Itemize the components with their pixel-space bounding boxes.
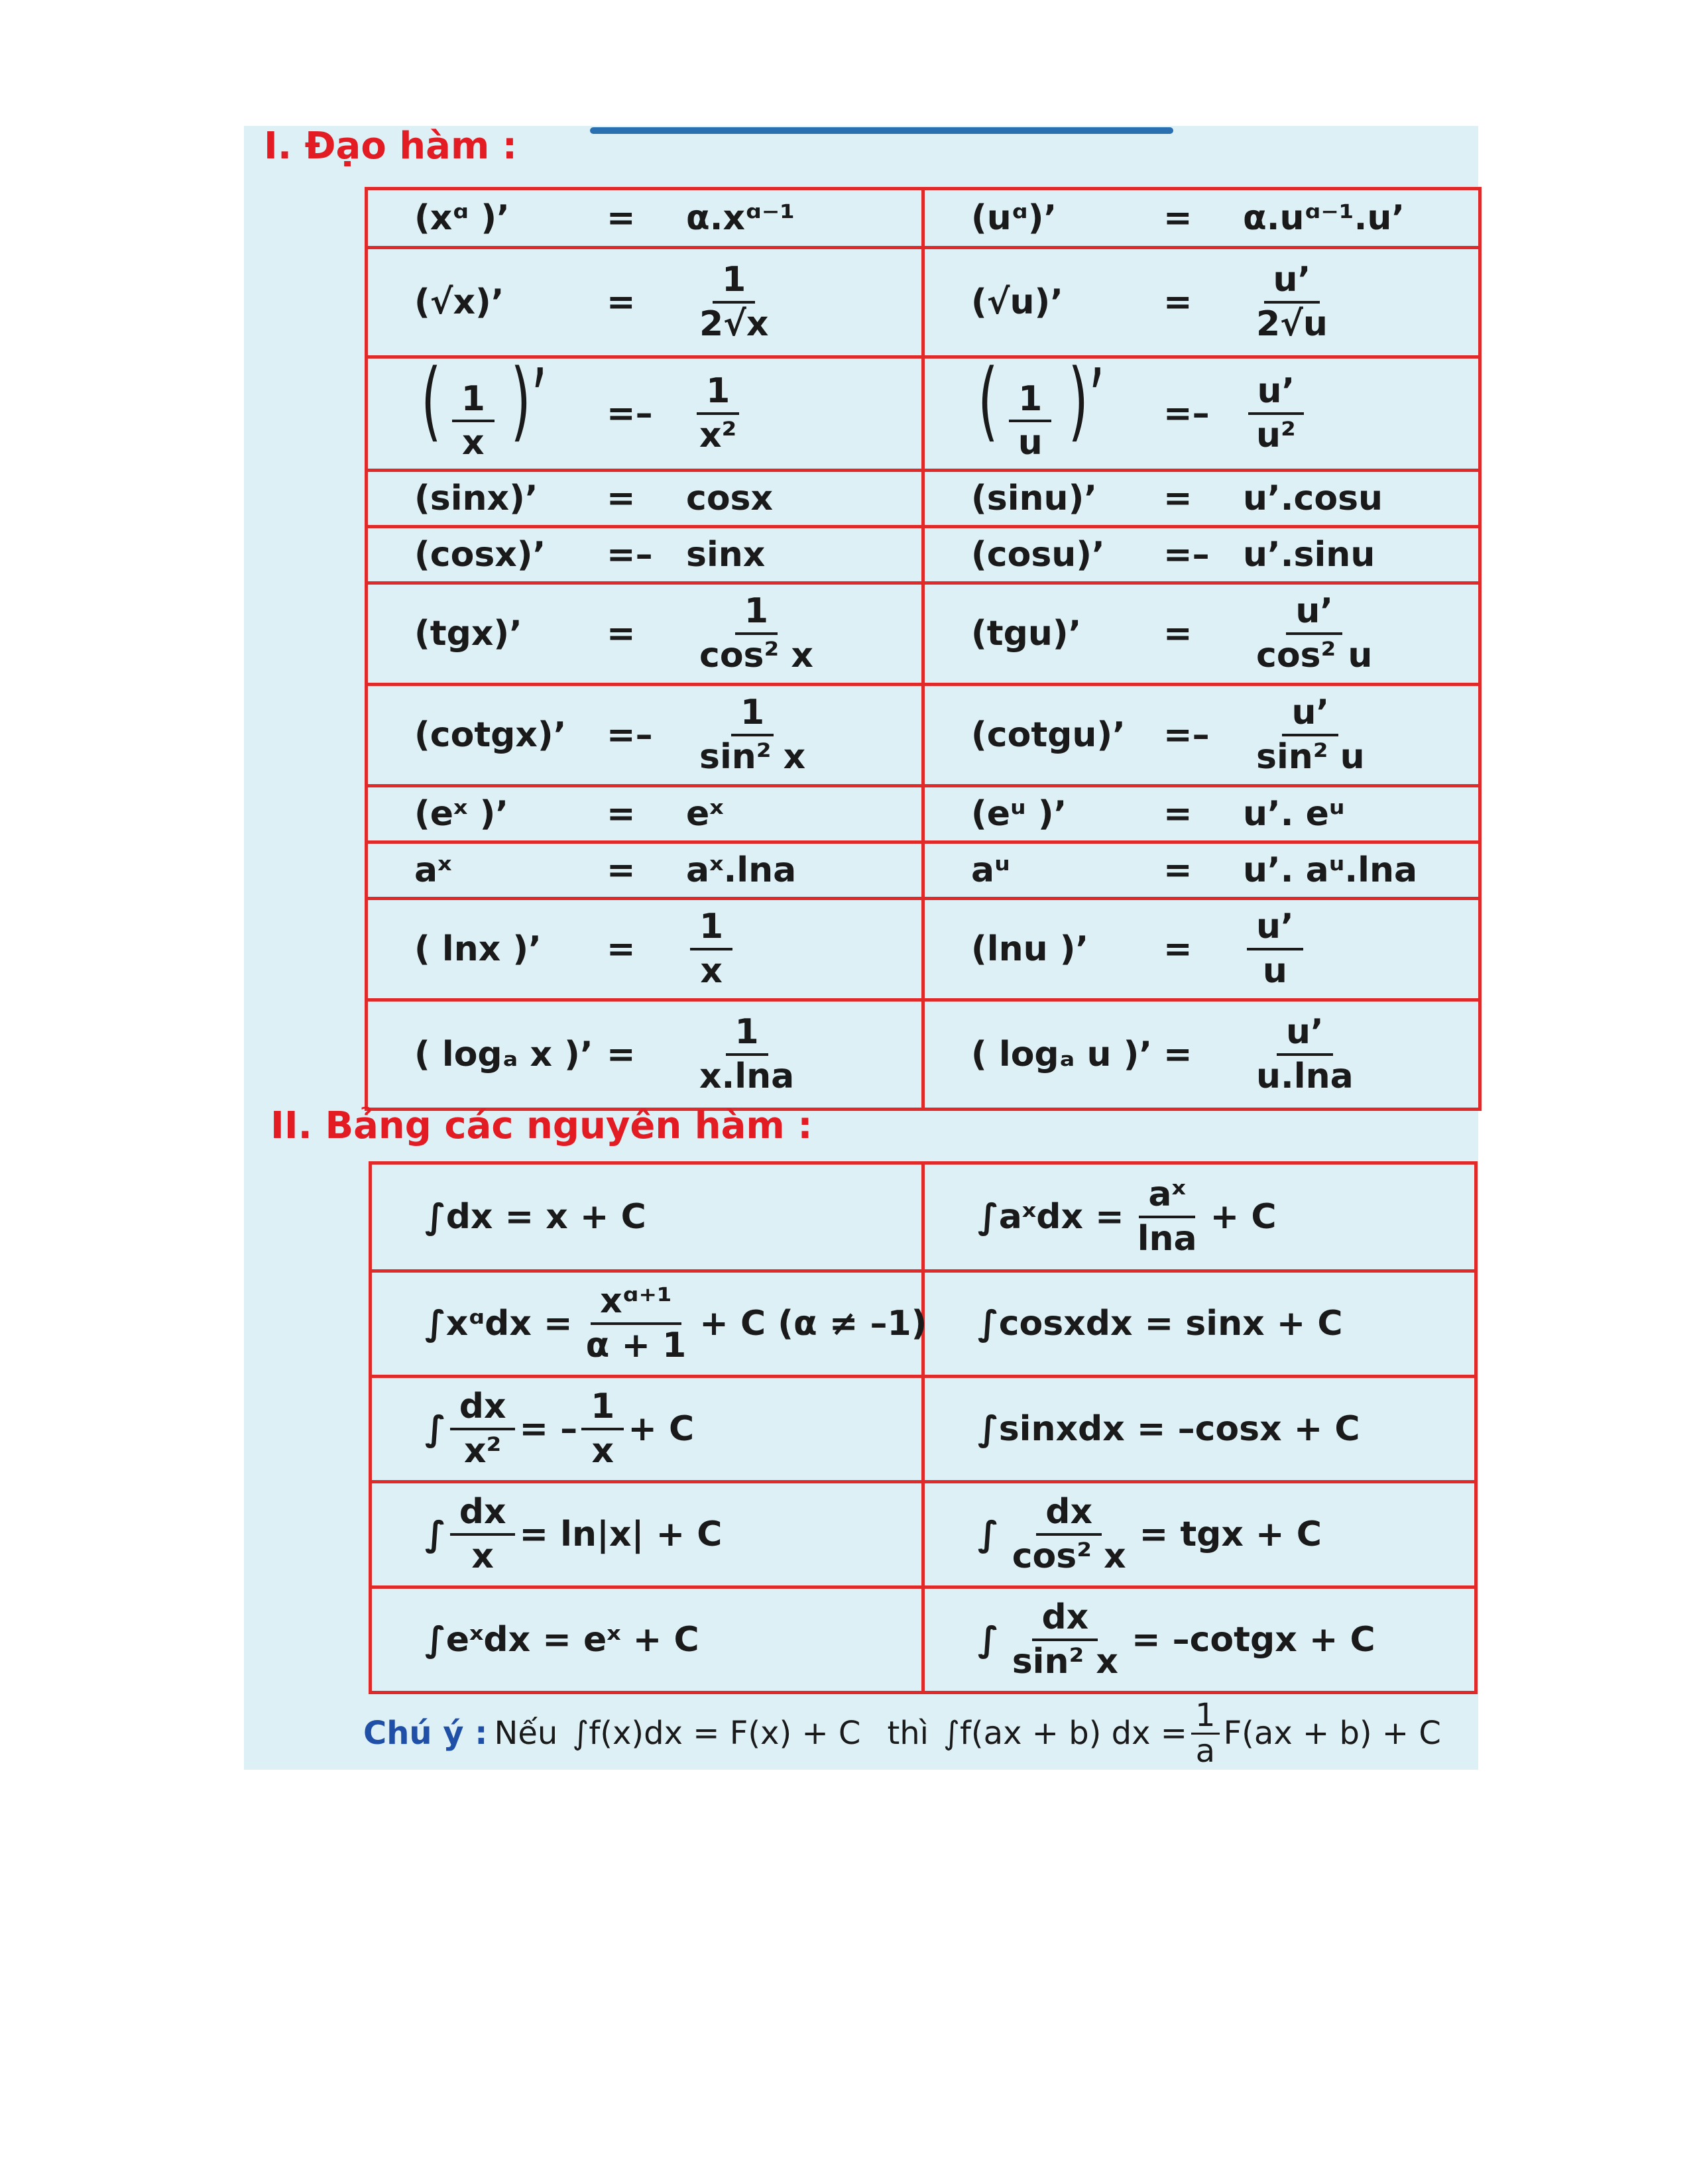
formula-equals: = — [1163, 198, 1193, 238]
derivative-cell-a — [367, 842, 923, 899]
derivatives-title: I. Đạo hàm : — [264, 125, 518, 168]
antiderivative-cell-a — [371, 1377, 923, 1482]
rhs-fraction — [1247, 695, 1374, 775]
formula-rhs: aˣ.lna — [686, 850, 797, 890]
formula — [971, 844, 1478, 897]
paren-close: )’ — [1068, 350, 1105, 451]
integral-formula — [978, 1273, 1474, 1375]
formula — [971, 585, 1478, 683]
formula-lhs: (cosx)’ — [414, 535, 546, 575]
rhs-fraction — [1247, 373, 1305, 453]
integral-post: + C — [628, 1409, 695, 1449]
formula-rhs — [1243, 262, 1341, 342]
derivative-cell-b — [923, 899, 1480, 1000]
derivative-cell-b — [923, 248, 1480, 357]
rhs-fraction-num: 1 — [726, 1014, 768, 1056]
formula — [414, 249, 921, 355]
formula-rhs — [686, 1014, 807, 1094]
lhs-fraction-den: x — [462, 423, 485, 463]
formula-lhs: (xᵅ )’ — [414, 198, 510, 238]
antiderivative-row — [371, 1377, 1476, 1482]
derivative-cell-b — [923, 583, 1480, 685]
derivative-cell-b — [923, 350, 1480, 471]
formula-equals: = — [607, 479, 636, 518]
integral-pre: ∫xᵅdx = — [425, 1304, 573, 1344]
integral-fraction-num: dx — [450, 1494, 516, 1536]
derivative-row — [367, 899, 1480, 1000]
lhs-fraction — [452, 378, 495, 463]
antiderivative-row — [371, 1587, 1476, 1693]
rhs-fraction — [690, 695, 815, 775]
formula-equals: =– — [1163, 535, 1210, 575]
integral-fraction-den: α + 1 — [585, 1326, 687, 1365]
formula-lhs: aˣ — [414, 850, 452, 890]
integral-formula — [978, 1378, 1474, 1480]
formula-lhs: (sinu)’ — [971, 479, 1098, 518]
formula-equals: = — [1163, 479, 1193, 518]
formula-rhs: α.uᵅ⁻¹.u’ — [1243, 198, 1405, 238]
formula-lhs: (sinx)’ — [414, 479, 538, 518]
formula-equals: =– — [607, 535, 653, 575]
rhs-fraction — [1247, 593, 1381, 673]
formula-lhs: aᵘ — [971, 850, 1010, 890]
formula — [971, 900, 1478, 998]
integral-fraction — [1003, 1599, 1128, 1680]
integral-text: ∫dx = x + C — [425, 1197, 646, 1237]
formula — [971, 472, 1478, 525]
rhs-fraction-den: 2√u — [1256, 304, 1328, 344]
formula — [971, 787, 1478, 840]
derivative-cell-b — [923, 842, 1480, 899]
integral-fraction — [581, 1389, 624, 1469]
derivative-row — [367, 248, 1480, 357]
derivative-row — [367, 842, 1480, 899]
formula-equals: = — [607, 282, 636, 322]
formula-lhs: ( lnx )’ — [414, 929, 542, 969]
formula — [414, 1002, 921, 1108]
formula-rhs — [686, 695, 819, 775]
formula-rhs — [1243, 909, 1307, 989]
note-then: thì — [887, 1715, 929, 1752]
rhs-fraction-num: 1 — [713, 262, 755, 304]
note-formula-1: ∫f(x)dx = F(x) + C — [572, 1715, 861, 1752]
derivative-cell-a — [367, 685, 923, 786]
formula-equals: =– — [607, 394, 653, 433]
rhs-fraction-num: u’ — [1248, 373, 1305, 415]
formula-rhs: α.xᵅ⁻¹ — [686, 198, 795, 238]
formula — [414, 190, 921, 246]
antiderivative-row — [371, 1271, 1476, 1377]
integral-post: = ln|x| + C — [519, 1515, 723, 1554]
formula-equals: = — [1163, 794, 1193, 834]
formula-rhs — [686, 373, 750, 453]
antiderivative-cell-b — [923, 1271, 1476, 1377]
formula — [971, 350, 1478, 469]
rhs-fraction-num: u’ — [1286, 593, 1342, 635]
paren-open: ( — [421, 350, 441, 451]
antiderivative-row — [371, 1163, 1476, 1271]
integral-fraction-den: lna — [1137, 1219, 1197, 1259]
formula-rhs: u’. aᵘ.lna — [1243, 850, 1418, 890]
rhs-fraction-den: cos² u — [1256, 636, 1373, 675]
formula-rhs: eˣ — [686, 794, 724, 834]
integral-formula — [425, 1589, 921, 1691]
rhs-fraction-den: sin² u — [1256, 737, 1365, 777]
note-fraction-num: 1 — [1191, 1699, 1220, 1734]
formula-lhs: ( logₐ x )’ — [414, 1035, 593, 1074]
formula-lhs: (tgu)’ — [971, 614, 1082, 654]
derivative-row — [367, 527, 1480, 583]
integral-pre: ∫ — [978, 1515, 999, 1554]
integral-fraction-1-num: dx — [450, 1389, 516, 1430]
formula — [971, 249, 1478, 355]
formula-lhs: (√u)’ — [971, 282, 1063, 322]
formula-equals: = — [1163, 850, 1193, 890]
integral-fraction-num: 1 — [581, 1389, 624, 1430]
formula-lhs — [414, 350, 607, 463]
formula-rhs: u’. eᵘ — [1243, 794, 1345, 834]
formula-equals: = — [607, 198, 636, 238]
rhs-fraction-num: u’ — [1282, 695, 1338, 736]
integral-mid: = – — [519, 1409, 578, 1449]
note-formula-2 — [943, 1699, 1441, 1768]
formula-lhs: (√x)’ — [414, 282, 504, 322]
formula — [414, 686, 921, 784]
antiderivative-cell-b — [923, 1163, 1476, 1271]
antiderivative-cell-b — [923, 1587, 1476, 1693]
antiderivatives-table — [369, 1161, 1478, 1694]
formula-lhs: (eᵘ )’ — [971, 794, 1067, 834]
rhs-fraction-num: u’ — [1277, 1014, 1333, 1056]
derivative-row — [367, 786, 1480, 842]
formula-equals: =– — [1163, 715, 1210, 755]
rhs-fraction — [1247, 262, 1337, 342]
formula-rhs: u’.sinu — [1243, 535, 1375, 575]
integral-formula — [425, 1378, 921, 1480]
formula — [971, 190, 1478, 246]
note-label: Chú ý : — [363, 1715, 488, 1752]
derivative-cell-b — [923, 685, 1480, 786]
integral-formula — [425, 1273, 927, 1375]
derivative-row — [367, 1000, 1480, 1110]
derivative-cell-a — [367, 786, 923, 842]
antiderivatives-title: II. Bảng các nguyên hàm : — [270, 1104, 813, 1147]
lhs-fraction-num: 1 — [452, 381, 495, 423]
formula-equals: =– — [607, 715, 653, 755]
formula — [414, 585, 921, 683]
paren-open: ( — [978, 350, 998, 451]
lhs-fraction-den: u — [1018, 423, 1043, 463]
formula-equals: = — [607, 794, 636, 834]
integral-formula — [425, 1165, 921, 1269]
antiderivative-cell-a — [371, 1271, 927, 1377]
formula-equals: = — [1163, 1035, 1193, 1074]
formula-lhs — [971, 350, 1163, 463]
rhs-fraction — [1247, 909, 1303, 989]
integral-post: = tgx + C — [1139, 1515, 1322, 1554]
integral-fraction-num: xᵅ⁺¹ — [591, 1283, 681, 1325]
antiderivative-row — [371, 1482, 1476, 1587]
top-accent-bar — [590, 127, 1173, 134]
paren-close: )’ — [510, 350, 548, 451]
formula-rhs: sinx — [686, 535, 766, 575]
formula-equals: = — [607, 850, 636, 890]
rhs-fraction-den: x.lna — [699, 1057, 795, 1096]
rhs-fraction — [690, 593, 823, 673]
derivative-cell-b — [923, 189, 1480, 248]
rhs-fraction-num: 1 — [690, 909, 732, 950]
formula-equals: = — [607, 929, 636, 969]
formula-equals: = — [607, 1035, 636, 1074]
derivative-cell-a — [367, 527, 923, 583]
integral-fraction-1-den: x² — [463, 1431, 502, 1471]
rhs-fraction-den: u² — [1256, 416, 1296, 455]
rhs-fraction-den: x — [700, 951, 723, 991]
derivatives-table — [365, 187, 1482, 1111]
integral-formula — [425, 1483, 921, 1585]
antiderivative-cell-a — [371, 1587, 923, 1693]
integral-formula — [978, 1589, 1474, 1691]
derivative-row — [367, 189, 1480, 248]
integral-text: ∫sinxdx = –cosx + C — [978, 1409, 1360, 1449]
formula-equals: = — [1163, 282, 1193, 322]
derivative-cell-a — [367, 248, 923, 357]
lhs-fraction-num: 1 — [1009, 381, 1051, 423]
note-fraction-den: a — [1195, 1732, 1215, 1770]
rhs-fraction-num: 1 — [735, 593, 778, 635]
derivative-cell-a — [367, 350, 923, 471]
derivative-row — [367, 471, 1480, 527]
integral-fraction-den: sin² x — [1012, 1642, 1118, 1682]
formula-equals: = — [1163, 614, 1193, 654]
formula-rhs — [1243, 695, 1378, 775]
integral-pre: ∫ — [425, 1515, 446, 1554]
formula-rhs: u’.cosu — [1243, 479, 1383, 518]
rhs-fraction — [690, 1014, 803, 1094]
derivative-cell-b — [923, 471, 1480, 527]
formula-equals: = — [607, 614, 636, 654]
integral-post: + C (α ≠ –1) — [699, 1304, 927, 1344]
note-line — [363, 1697, 1461, 1770]
formula-lhs: (tgx)’ — [414, 614, 522, 654]
derivative-cell-a — [367, 471, 923, 527]
derivative-cell-a — [367, 899, 923, 1000]
integral-pre: ∫ — [425, 1409, 446, 1449]
formula-lhs: (eˣ )’ — [414, 794, 509, 834]
rhs-fraction-num: 1 — [731, 695, 774, 736]
formula — [971, 686, 1478, 784]
formula — [971, 1002, 1478, 1108]
antiderivative-cell-b — [923, 1377, 1476, 1482]
derivative-cell-b — [923, 786, 1480, 842]
integral-formula — [978, 1483, 1474, 1585]
integral-post: = –cotgx + C — [1131, 1620, 1375, 1660]
derivative-cell-a — [367, 189, 923, 248]
formula-equals: =– — [1163, 394, 1210, 433]
integral-fraction-num: aˣ — [1139, 1177, 1195, 1218]
formula-lhs: (cosu)’ — [971, 535, 1105, 575]
formula — [414, 472, 921, 525]
rhs-fraction-den: x² — [699, 416, 737, 455]
integral-fraction-den: x — [591, 1431, 614, 1471]
rhs-fraction — [1247, 1014, 1363, 1094]
derivative-cell-b — [923, 527, 1480, 583]
derivative-cell-b — [923, 1000, 1480, 1110]
integral-fraction-1 — [450, 1389, 516, 1469]
rhs-fraction-den: u.lna — [1256, 1057, 1354, 1096]
formula-lhs: (uᵅ)’ — [971, 198, 1057, 238]
integral-fraction-den: x — [471, 1536, 494, 1576]
integral-fraction-num: dx — [1032, 1599, 1098, 1641]
integral-formula — [978, 1165, 1474, 1269]
formula-equals: = — [1163, 929, 1193, 969]
rhs-fraction-num: u’ — [1264, 262, 1320, 304]
derivative-cell-a — [367, 583, 923, 685]
formula-rhs — [686, 909, 736, 989]
formula — [414, 350, 921, 469]
integral-text: ∫eˣdx = eˣ + C — [425, 1620, 699, 1660]
rhs-fraction-den: 2√x — [699, 304, 769, 344]
integral-post: + C — [1210, 1197, 1277, 1237]
rhs-fraction-num: 1 — [697, 373, 739, 415]
note-formula-2-post: F(ax + b) + C — [1223, 1715, 1441, 1752]
formula-rhs — [686, 262, 782, 342]
antiderivative-cell-a — [371, 1163, 923, 1271]
derivative-cell-a — [367, 1000, 923, 1110]
formula-lhs: (cotgx)’ — [414, 715, 567, 755]
derivative-row — [367, 357, 1480, 471]
formula-lhs: ( logₐ u )’ — [971, 1035, 1153, 1074]
note-formula-2-pre: ∫f(ax + b) dx = — [943, 1715, 1188, 1752]
integral-fraction — [577, 1283, 696, 1363]
formula — [414, 528, 921, 581]
formula — [414, 787, 921, 840]
integral-fraction — [1128, 1177, 1206, 1257]
formula — [971, 528, 1478, 581]
antiderivative-cell-b — [923, 1482, 1476, 1587]
note-fraction — [1191, 1699, 1220, 1768]
formula — [414, 844, 921, 897]
integral-text: ∫cosxdx = sinx + C — [978, 1304, 1343, 1344]
integral-fraction-num: dx — [1036, 1494, 1102, 1536]
lhs-fraction — [1009, 378, 1052, 463]
rhs-fraction-den: sin² x — [699, 737, 806, 777]
antiderivative-cell-a — [371, 1482, 923, 1587]
formula-rhs: cosx — [686, 479, 774, 518]
rhs-fraction — [690, 373, 746, 453]
integral-fraction — [450, 1494, 516, 1574]
rhs-fraction-den: u — [1262, 951, 1287, 991]
formula-rhs — [1243, 1014, 1367, 1094]
integral-fraction-den: cos² x — [1012, 1536, 1126, 1576]
formula-rhs — [1243, 373, 1309, 453]
formula — [414, 900, 921, 998]
derivative-row — [367, 685, 1480, 786]
note-if: Nếu — [494, 1715, 558, 1752]
rhs-fraction-num: u’ — [1247, 909, 1303, 950]
rhs-fraction-den: cos² x — [699, 636, 813, 675]
formula-rhs — [686, 593, 827, 673]
rhs-fraction — [690, 909, 732, 989]
derivative-row — [367, 583, 1480, 685]
formula-rhs — [1243, 593, 1385, 673]
integral-pre: ∫aˣdx = — [978, 1197, 1124, 1237]
formula-lhs: (lnu )’ — [971, 929, 1089, 969]
integral-pre: ∫ — [978, 1620, 999, 1660]
rhs-fraction — [690, 262, 778, 342]
formula-lhs: (cotgu)’ — [971, 715, 1126, 755]
integral-fraction — [1003, 1494, 1136, 1574]
